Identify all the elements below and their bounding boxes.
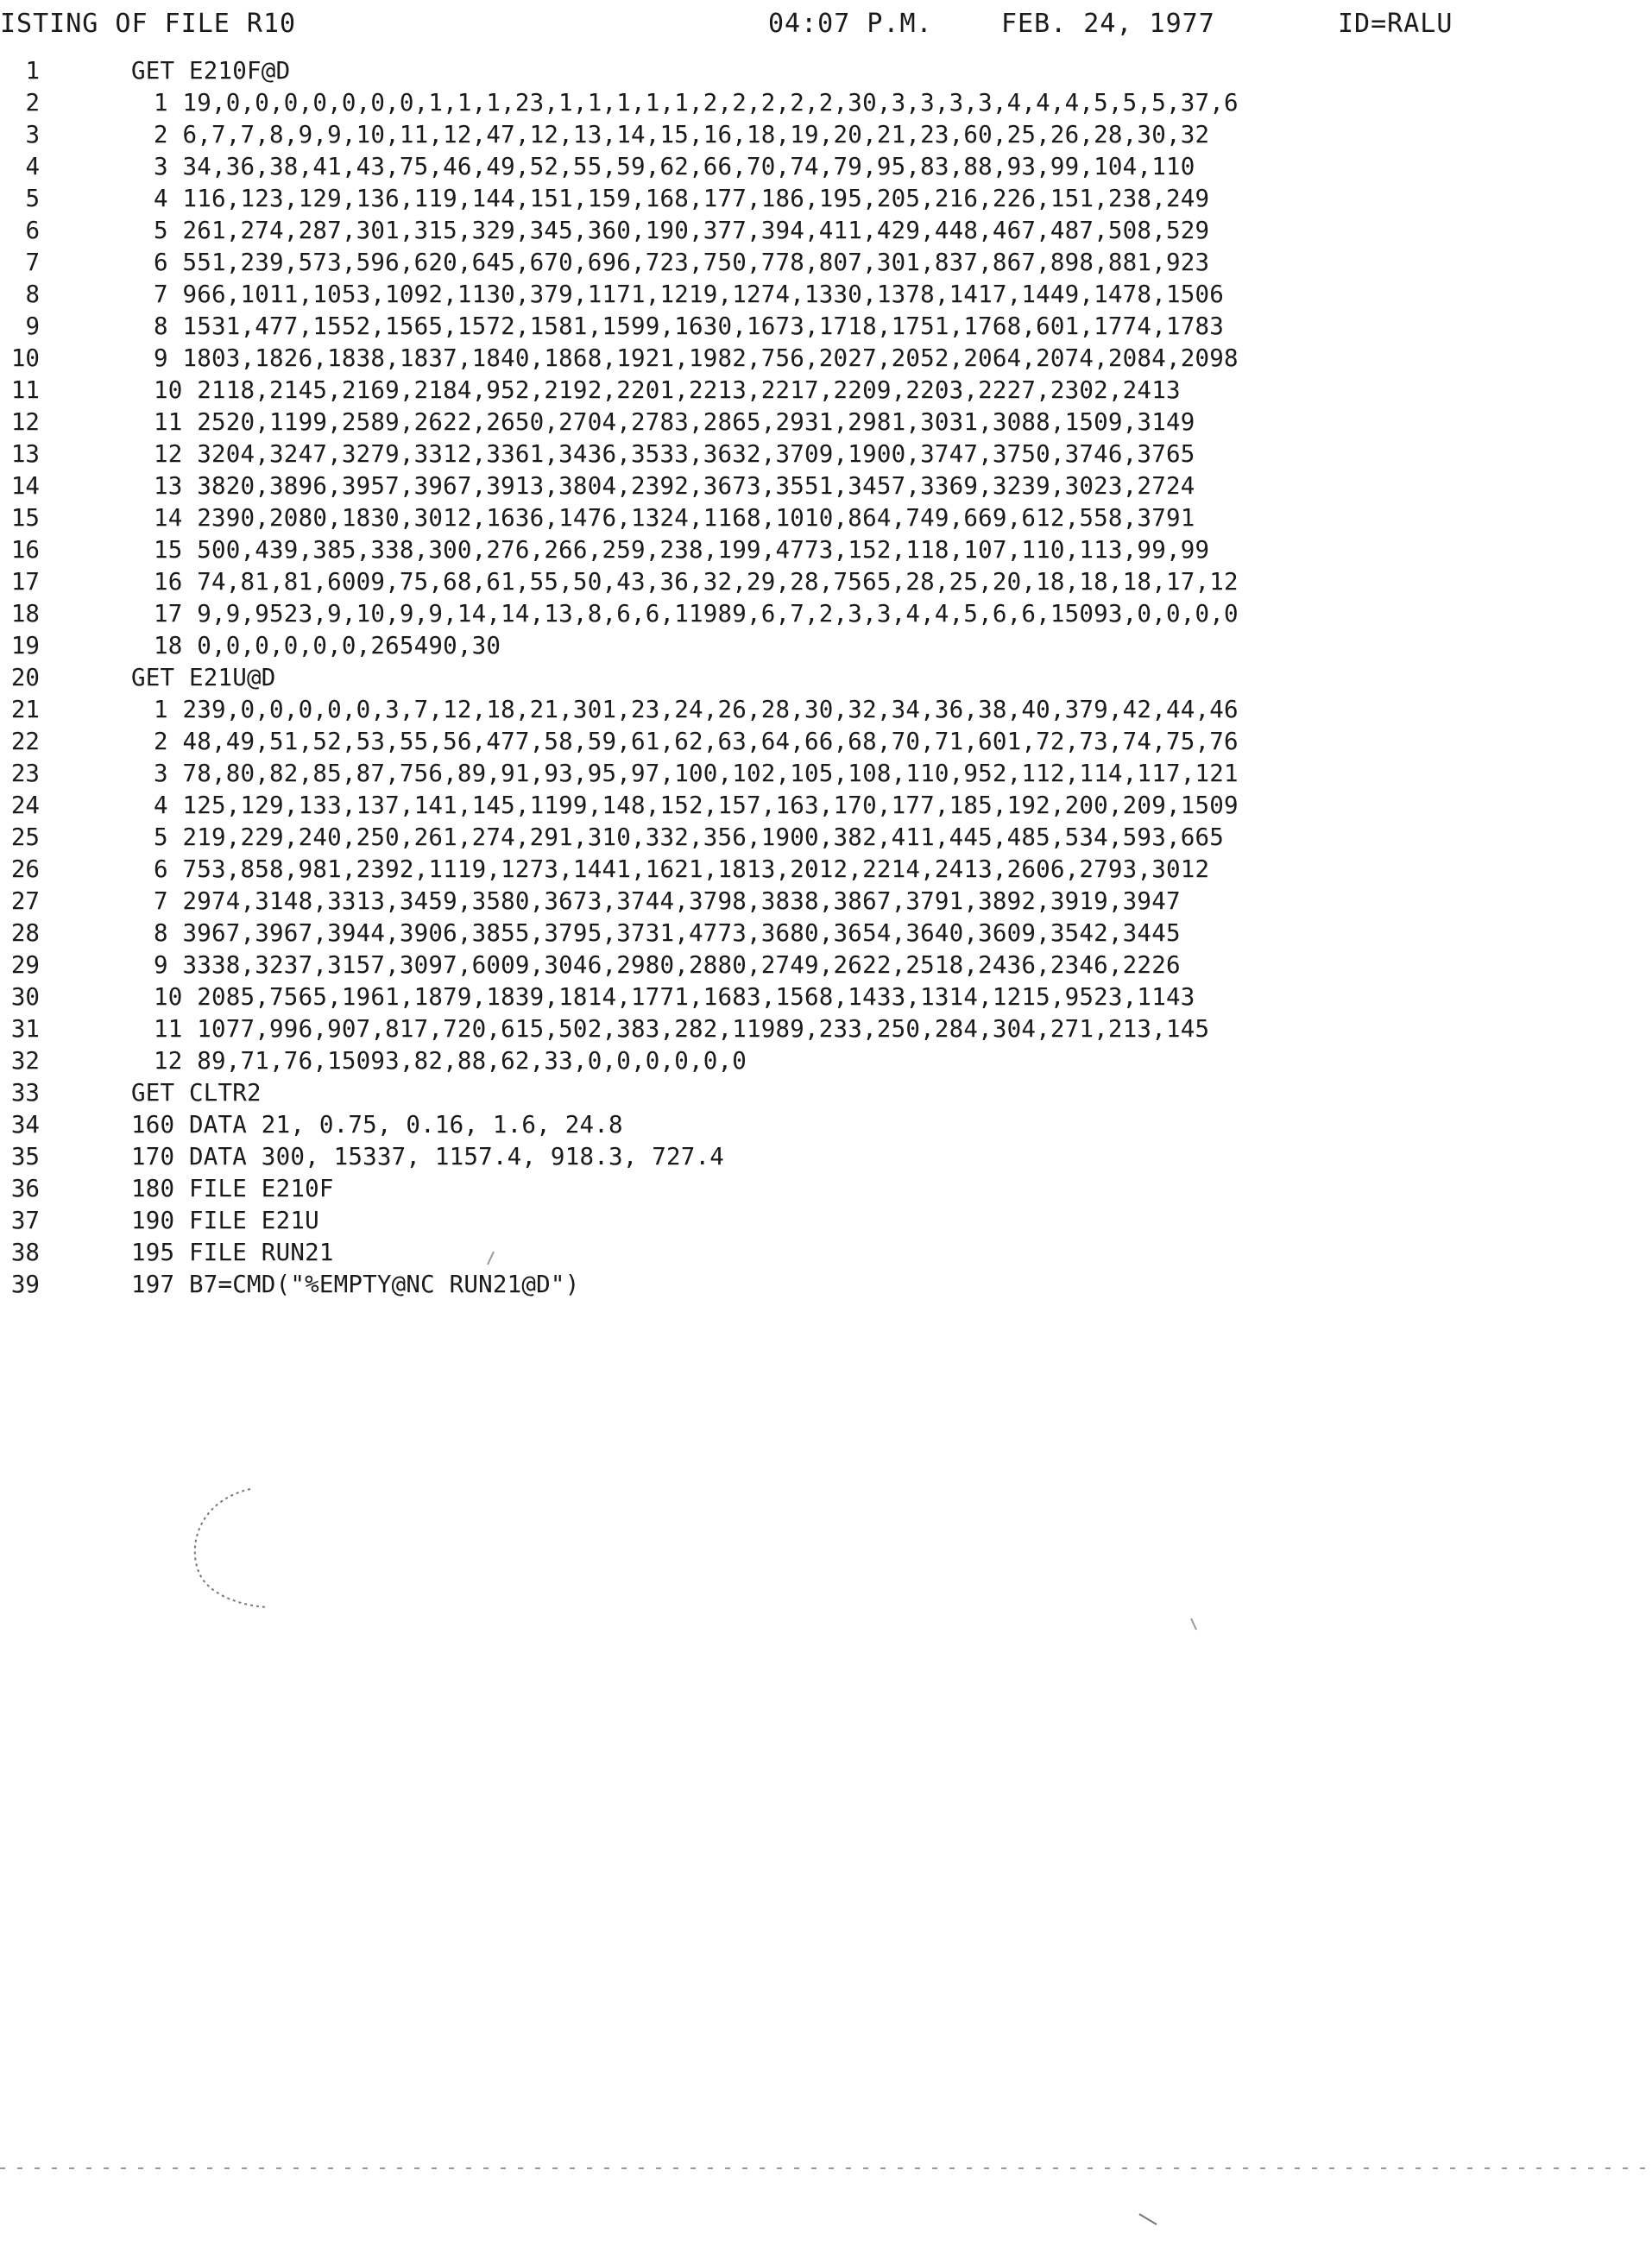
line-number: 30 (10, 983, 40, 1011)
listing-line (0, 886, 1652, 918)
line-number: 11 (10, 376, 40, 404)
line-number: 24 (10, 792, 40, 819)
listing-line (0, 470, 1652, 502)
line-text: 2 6,7,7,8,9,9,10,11,12,47,12,13,14,15,16,18,19,20,21,23,60,25,26,28,30,32 (154, 121, 1210, 148)
line-number: 26 (10, 855, 40, 883)
line-text: 18 0,0,0,0,0,0,265490,30 (154, 632, 501, 659)
line-number: 22 (10, 728, 40, 755)
listing-line (0, 55, 1652, 87)
listing-line (0, 534, 1652, 566)
listing-title: ISTING OF FILE R10 (0, 9, 297, 39)
line-text: 9 3338,3237,3157,3097,6009,3046,2980,2880,2749,2622,2518,2436,2346,2226 (154, 951, 1181, 979)
line-text: 12 3204,3247,3279,3312,3361,3436,3533,3632,3709,1900,3747,3750,3746,3765 (154, 440, 1195, 468)
line-number: 21 (10, 696, 40, 723)
line-number: 25 (10, 823, 40, 851)
line-number: 1 (25, 57, 40, 85)
listing-line (0, 1109, 1652, 1141)
line-number: 29 (10, 951, 40, 979)
line-number: 36 (10, 1175, 40, 1202)
listing-line (0, 87, 1652, 119)
line-number: 4 (25, 153, 40, 180)
line-number: 10 (10, 344, 40, 372)
listing-line (0, 183, 1652, 215)
listing-line (0, 375, 1652, 407)
line-number: 6 (25, 217, 40, 244)
line-text: 5 261,274,287,301,315,329,345,360,190,377,394,411,429,448,467,487,508,529 (154, 217, 1210, 244)
line-text: 195 FILE RUN21 (131, 1239, 334, 1266)
line-text: 7 966,1011,1053,1092,1130,379,1171,1219,1274,1330,1378,1417,1449,1478,1506 (154, 281, 1224, 308)
line-text: 10 2085,7565,1961,1879,1839,1814,1771,1683,1568,1433,1314,1215,9523,1143 (154, 983, 1195, 1011)
listing-line (0, 1013, 1652, 1045)
line-text: 13 3820,3896,3957,3967,3913,3804,2392,3673,3551,3457,3369,3239,3023,2724 (154, 472, 1195, 500)
line-text: 8 3967,3967,3944,3906,3855,3795,3731,4773,3680,3654,3640,3609,3542,3445 (154, 919, 1181, 947)
line-text: 1 239,0,0,0,0,0,3,7,12,18,21,301,23,24,26,28,30,32,34,36,38,40,379,42,44,46 (154, 696, 1239, 723)
line-text: 9 1803,1826,1838,1837,1840,1868,1921,1982,756,2027,2052,2064,2074,2084,2098 (154, 344, 1239, 372)
listing-line (0, 1205, 1652, 1237)
listing-line (0, 1045, 1652, 1077)
line-number: 34 (10, 1111, 40, 1139)
line-text: 6 551,239,573,596,620,645,670,696,723,750,778,807,301,837,867,898,881,923 (154, 249, 1210, 276)
listing-line (0, 790, 1652, 822)
line-text: 10 2118,2145,2169,2184,952,2192,2201,2213,2217,2209,2203,2227,2302,2413 (154, 376, 1181, 404)
listing-line (0, 279, 1652, 311)
line-number: 39 (10, 1271, 40, 1298)
line-number: 16 (10, 536, 40, 564)
line-number: 20 (10, 664, 40, 691)
listing-line (0, 311, 1652, 343)
line-text: 11 2520,1199,2589,2622,2650,2704,2783,2865,2931,2981,3031,3088,1509,3149 (154, 408, 1195, 436)
line-text: 14 2390,2080,1830,3012,1636,1476,1324,1168,1010,864,749,669,612,558,3791 (154, 504, 1195, 532)
listing-line (0, 854, 1652, 886)
line-text: 5 219,229,240,250,261,274,291,310,332,356,1900,382,411,445,485,534,593,665 (154, 823, 1224, 851)
listing-line (0, 343, 1652, 375)
line-number: 8 (25, 281, 40, 308)
listing-line (0, 630, 1652, 662)
line-number: 3 (25, 121, 40, 148)
line-number: 28 (10, 919, 40, 947)
listing-line (0, 1141, 1652, 1173)
line-number: 9 (25, 312, 40, 340)
line-text: 1 19,0,0,0,0,0,0,0,1,1,1,23,1,1,1,1,1,2,2,2,2,2,30,3,3,3,3,4,4,4,5,5,5,37,6 (154, 89, 1239, 117)
listing-time: 04:07 P.M. (768, 9, 933, 39)
line-number: 18 (10, 600, 40, 628)
listing-line (0, 1237, 1652, 1269)
listing-line (0, 1077, 1652, 1109)
line-number: 12 (10, 408, 40, 436)
listing-line (0, 726, 1652, 758)
listing-line (0, 119, 1652, 151)
listing-body (0, 55, 1652, 1301)
line-text: 7 2974,3148,3313,3459,3580,3673,3744,3798,3838,3867,3791,3892,3919,3947 (154, 887, 1181, 915)
listing-line (0, 918, 1652, 950)
line-number: 13 (10, 440, 40, 468)
scan-curve-mark (195, 1489, 268, 1607)
line-text: 190 FILE E21U (131, 1207, 319, 1234)
line-number: 37 (10, 1207, 40, 1234)
line-number: 31 (10, 1015, 40, 1043)
listing-line (0, 407, 1652, 438)
listing-line (0, 247, 1652, 279)
line-text: 15 500,439,385,338,300,276,266,259,238,199,4773,152,118,107,110,113,99,99 (154, 536, 1210, 564)
line-text: 3 34,36,38,41,43,75,46,49,52,55,59,62,66,70,74,79,95,83,88,93,99,104,110 (154, 153, 1195, 180)
listing-line (0, 662, 1652, 694)
listing-line (0, 151, 1652, 183)
listing-line (0, 566, 1652, 598)
line-number: 15 (10, 504, 40, 532)
listing-line (0, 215, 1652, 247)
listing-line (0, 981, 1652, 1013)
listing-line (0, 598, 1652, 630)
line-number: 27 (10, 887, 40, 915)
line-text: GET CLTR2 (131, 1079, 262, 1107)
listing-line (0, 502, 1652, 534)
scan-stray-mark (1139, 2214, 1157, 2224)
listing-header (0, 9, 1652, 47)
listing-line (0, 758, 1652, 790)
line-number: 38 (10, 1239, 40, 1266)
listing-user-id: ID=RALU (1338, 9, 1453, 39)
line-text: 160 DATA 21, 0.75, 0.16, 1.6, 24.8 (131, 1111, 623, 1139)
line-number: 17 (10, 568, 40, 596)
line-text: 180 FILE E210F (131, 1175, 334, 1202)
line-text: 11 1077,996,907,817,720,615,502,383,282,11989,233,250,284,304,271,213,145 (154, 1015, 1210, 1043)
line-text: GET E21U@D (131, 664, 276, 691)
line-text: 12 89,71,76,15093,82,88,62,33,0,0,0,0,0,0 (154, 1047, 747, 1075)
line-number: 7 (25, 249, 40, 276)
line-text: 17 9,9,9523,9,10,9,9,14,14,13,8,6,6,11989,6,7,2,3,3,4,4,5,6,6,15093,0,0,0,0 (154, 600, 1239, 628)
line-text: 6 753,858,981,2392,1119,1273,1441,1621,1813,2012,2214,2413,2606,2793,3012 (154, 855, 1210, 883)
listing-line (0, 1269, 1652, 1301)
line-text: 16 74,81,81,6009,75,68,61,55,50,43,36,32,29,28,7565,28,25,20,18,18,18,17,12 (154, 568, 1239, 596)
line-number: 35 (10, 1143, 40, 1170)
line-text: 8 1531,477,1552,1565,1572,1581,1599,1630,1673,1718,1751,1768,601,1774,1783 (154, 312, 1224, 340)
line-number: 2 (25, 89, 40, 117)
line-number: 5 (25, 185, 40, 212)
line-text: GET E210F@D (131, 57, 291, 85)
line-number: 32 (10, 1047, 40, 1075)
listing-line (0, 950, 1652, 981)
line-text: 2 48,49,51,52,53,55,56,477,58,59,61,62,63,64,66,68,70,71,601,72,73,74,75,76 (154, 728, 1239, 755)
line-number: 19 (10, 632, 40, 659)
line-text: 170 DATA 300, 15337, 1157.4, 918.3, 727.4 (131, 1143, 725, 1170)
listing-line (0, 1173, 1652, 1205)
listing-line (0, 822, 1652, 854)
line-number: 23 (10, 760, 40, 787)
line-number: 14 (10, 472, 40, 500)
listing-line (0, 438, 1652, 470)
scan-stray-mark-3 (1191, 1618, 1196, 1630)
line-text: 4 116,123,129,136,119,144,151,159,168,177,186,195,205,216,226,151,238,249 (154, 185, 1210, 212)
line-text: 3 78,80,82,85,87,756,89,91,93,95,97,100,102,105,108,110,952,112,114,117,121 (154, 760, 1239, 787)
listing-line (0, 694, 1652, 726)
listing-date: FEB. 24, 1977 (1001, 9, 1215, 39)
line-number: 33 (10, 1079, 40, 1107)
line-text: 197 B7=CMD("%EMPTY@NC RUN21@D") (131, 1271, 580, 1298)
line-text: 4 125,129,133,137,141,145,1199,148,152,157,163,170,177,185,192,200,209,1509 (154, 792, 1239, 819)
